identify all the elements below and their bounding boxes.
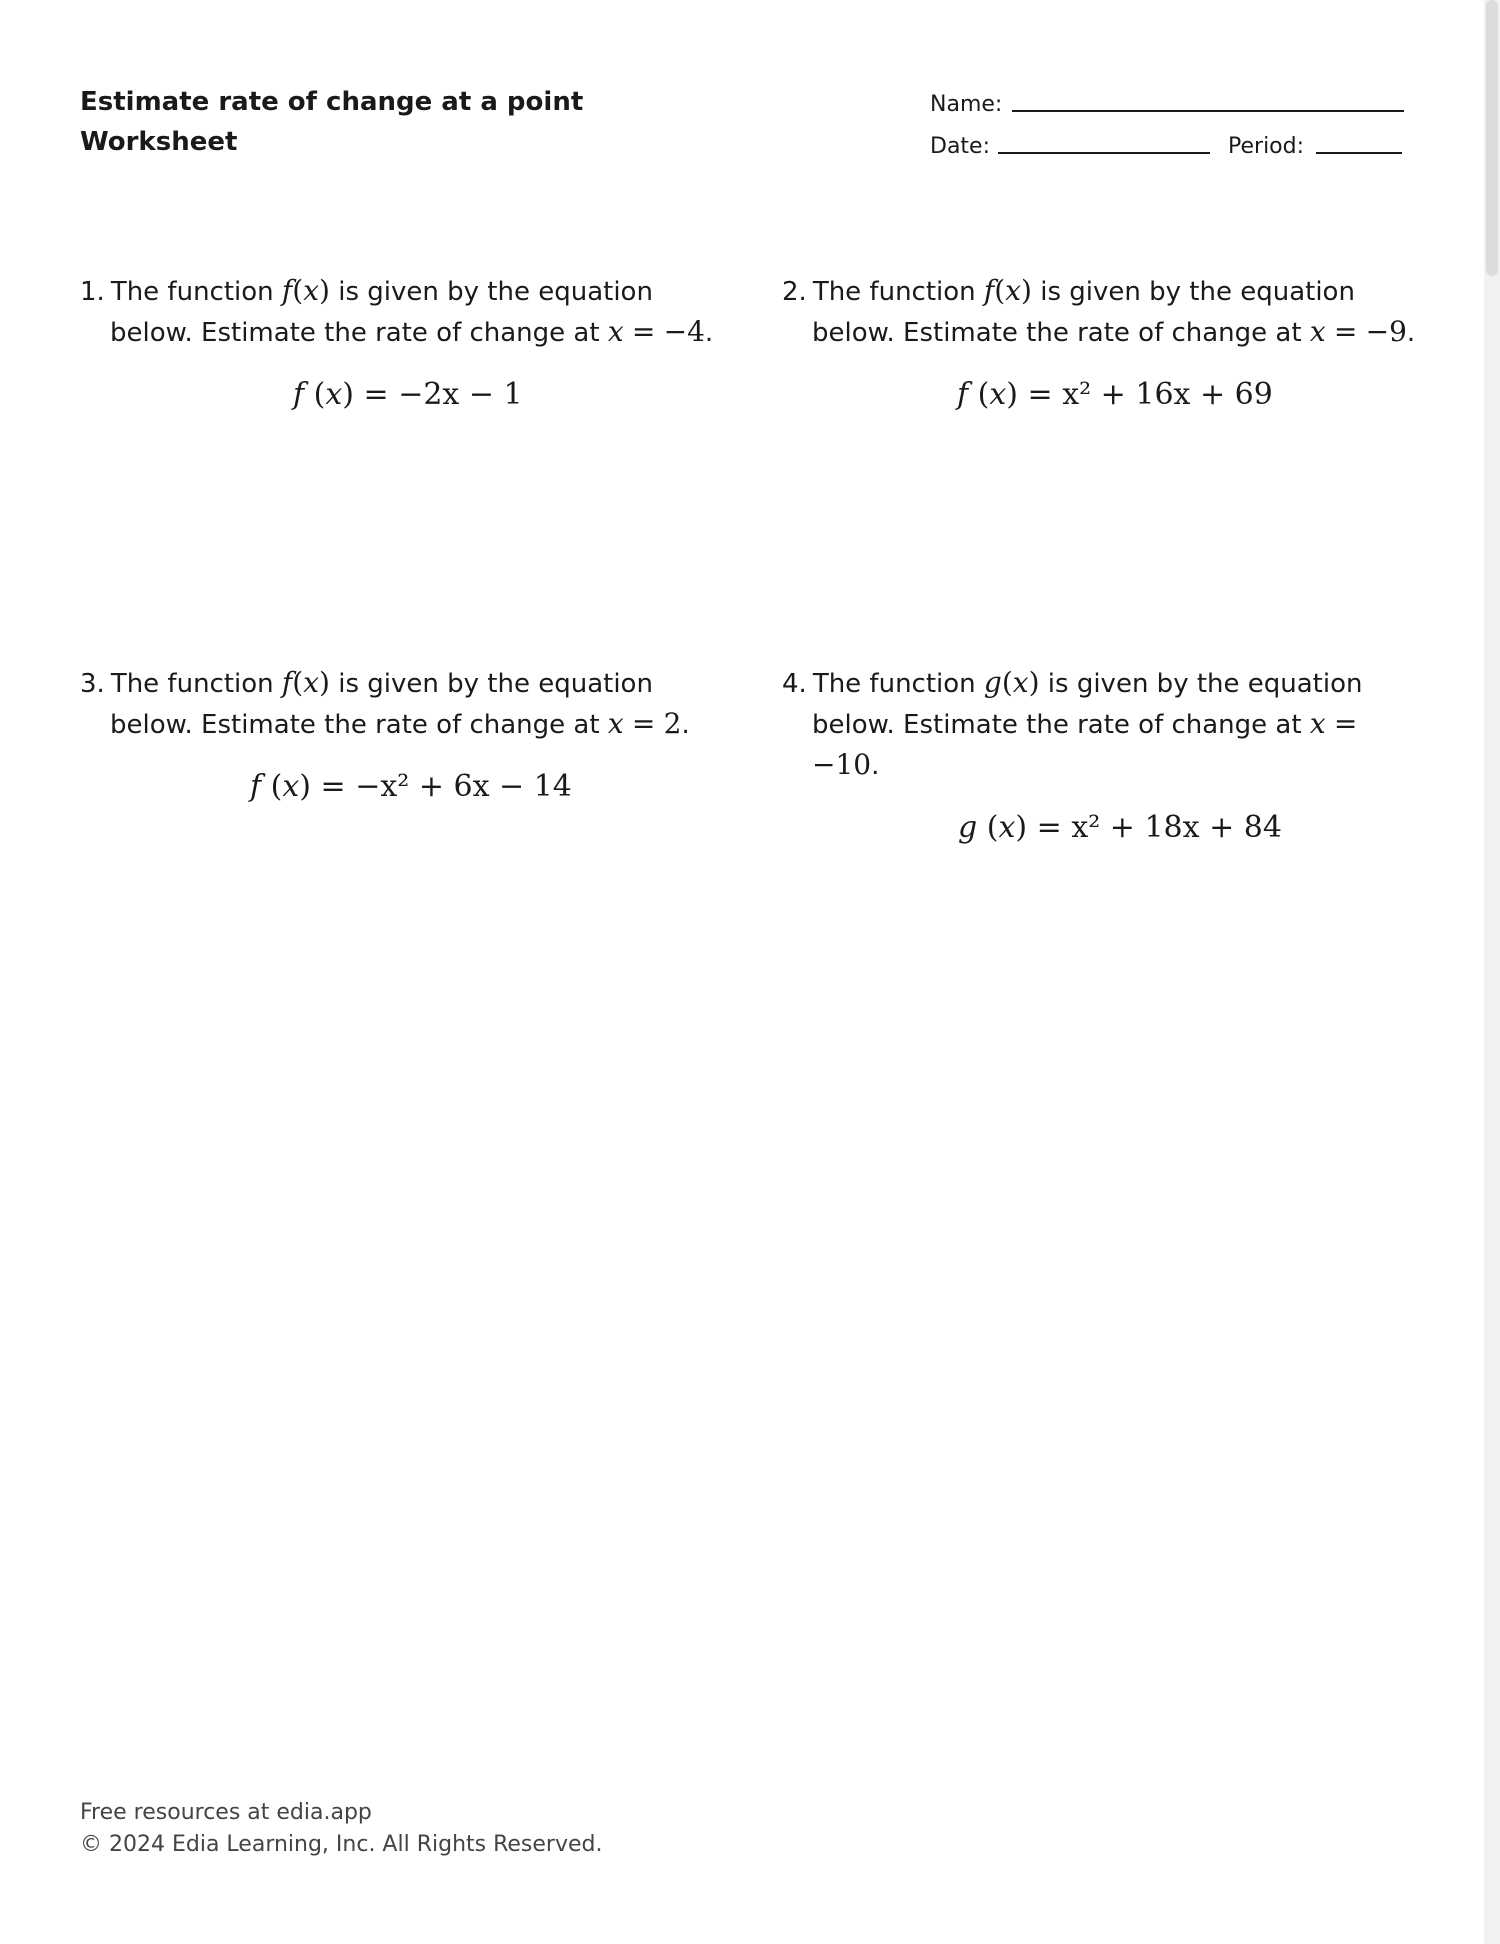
period-field-line[interactable] [1316,152,1402,154]
problem-2-text: 2. The function f(x) is given by the equation below. Estimate the rate of change at x = −9. [782,274,1416,348]
footer-resources: Free resources at edia.app [80,1800,372,1825]
title-line-2: Worksheet [80,127,238,157]
title-line-1: Estimate rate of change at a point [80,87,584,117]
problem-2-equation: f (x) = x² + 16x + 69 [957,377,1273,412]
problem-number: 3. [80,669,105,699]
problem-number: 2. [782,277,807,307]
problem-1 [80,271,730,415]
point-value: −10 [812,748,872,781]
name-field-line[interactable] [1012,110,1404,112]
name-label: Name: [930,92,1003,117]
footer-copyright: © 2024 Edia Learning, Inc. All Rights Reserved. [80,1832,603,1857]
vertical-scrollbar[interactable] [1484,0,1500,1944]
problem-4-equation: g (x) = x² + 18x + 84 [958,810,1282,845]
date-field-line[interactable] [998,152,1210,154]
problem-4-text: 4. The function g(x) is given by the equation below. Estimate the rate of change at x = −10. [782,666,1363,781]
point-value: −4 [663,315,705,348]
problem-1-equation: f (x) = −2x − 1 [293,377,523,412]
scrollbar-thumb[interactable] [1486,0,1498,276]
problem-3 [80,663,730,807]
period-label: Period: [1228,134,1305,159]
function-name: g [983,666,1002,699]
point-value: −9 [1365,315,1407,348]
problem-1-text: 1. The function f(x) is given by the equation below. Estimate the rate of change at x = −4. [80,274,714,348]
footer [80,1797,602,1861]
problem-number: 1. [80,277,105,307]
function-name: f [281,666,293,699]
point-value: 2 [663,707,682,740]
problem-2 [782,271,1432,415]
worksheet-title [80,82,583,162]
problem-3-equation: f (x) = −x² + 6x − 14 [250,769,572,804]
function-name: f [281,274,293,307]
function-name: f [983,274,995,307]
problem-3-text: 3. The function f(x) is given by the equation below. Estimate the rate of change at x = 2. [80,666,690,740]
problem-4 [782,663,1432,848]
problem-number: 4. [782,669,807,699]
date-label: Date: [930,134,990,159]
